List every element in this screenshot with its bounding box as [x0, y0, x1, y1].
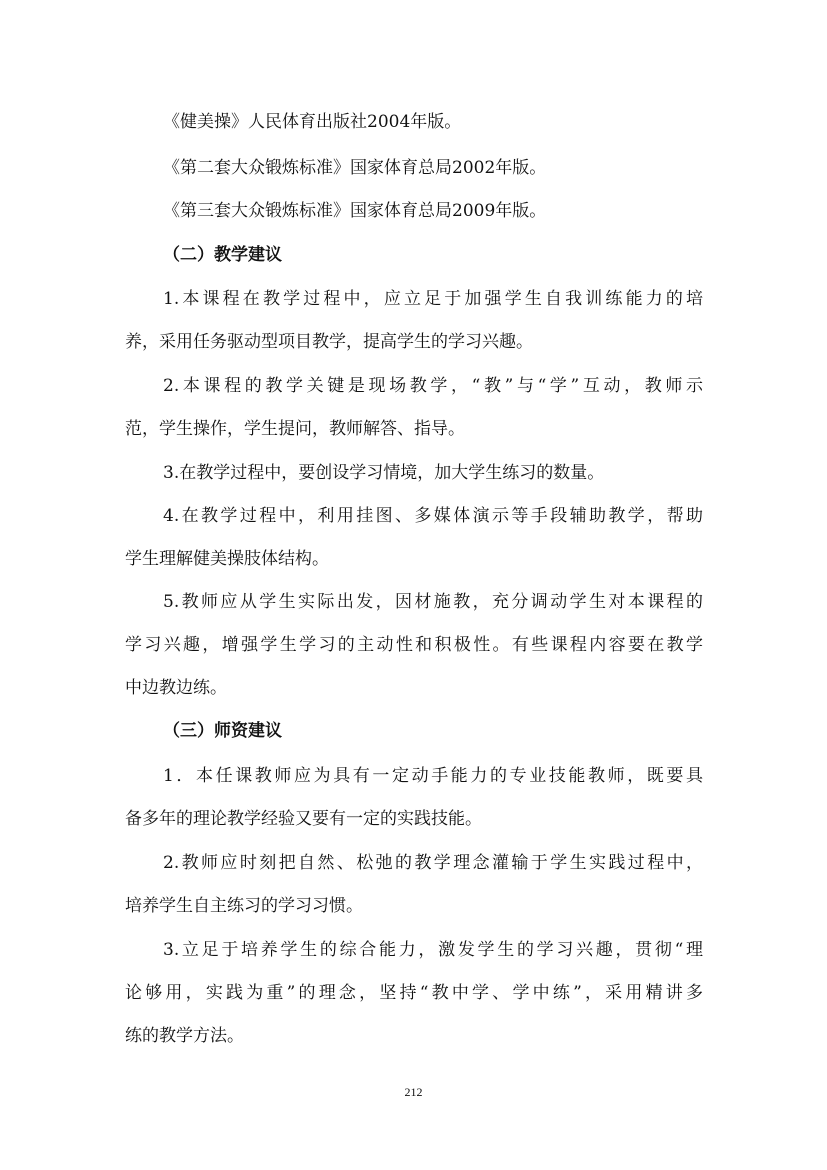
paragraph-line: 练的教学方法。 [125, 1026, 244, 1046]
reference-line-3: 《第三套大众锻炼标准》国家体育总局2009年版。 [163, 201, 547, 221]
paragraph-line: 养，采用任务驱动型项目教学，提高学生的学习兴趣。 [125, 332, 533, 352]
paragraph-line: 5.教师应从学生实际出发，因材施教，充分调动学生对本课程的 [163, 592, 703, 612]
paragraph-line: 3.立足于培养学生的综合能力，激发学生的学习兴趣，贯彻“理 [163, 940, 703, 960]
paragraph-line: 范，学生操作，学生提问，教师解答、指导。 [125, 419, 465, 439]
paragraph-line: 2.教师应时刻把自然、松弛的教学理念灌输于学生实践过程中， [163, 853, 703, 873]
section-heading-faculty-suggestions: （三）师资建议 [163, 721, 282, 741]
paragraph-line: 1.本课程在教学过程中，应立足于加强学生自我训练能力的培 [163, 289, 703, 309]
paragraph-line: 中边教边练。 [125, 678, 227, 698]
paragraph-line: 培养学生自主练习的学习习惯。 [125, 896, 363, 916]
reference-line-2: 《第二套大众锻炼标准》国家体育总局2002年版。 [163, 158, 547, 178]
paragraph-line: 4.在教学过程中，利用挂图、多媒体演示等手段辅助教学，帮助 [163, 506, 703, 526]
reference-line-1: 《健美操》人民体育出版社2004年版。 [163, 112, 462, 132]
paragraph-line: 学生理解健美操肢体结构。 [125, 549, 329, 569]
section-heading-teaching-suggestions: （二）教学建议 [163, 245, 282, 265]
page-number: 212 [404, 1085, 423, 1099]
paragraph-line: 备多年的理论教学经验又要有一定的实践技能。 [125, 809, 482, 829]
paragraph-line: 论够用，实践为重”的理念，坚持“教中学、学中练”，采用精讲多 [125, 983, 703, 1003]
paragraph-line: 3.在教学过程中，要创设学习情境，加大学生练习的数量。 [163, 463, 605, 483]
paragraph-line: 1．本任课教师应为具有一定动手能力的专业技能教师，既要具 [163, 766, 703, 786]
paragraph-line: 学习兴趣，增强学生学习的主动性和积极性。有些课程内容要在教学 [125, 635, 703, 655]
paragraph-line: 2.本课程的教学关键是现场教学，“教”与“学”互动，教师示 [163, 376, 703, 396]
